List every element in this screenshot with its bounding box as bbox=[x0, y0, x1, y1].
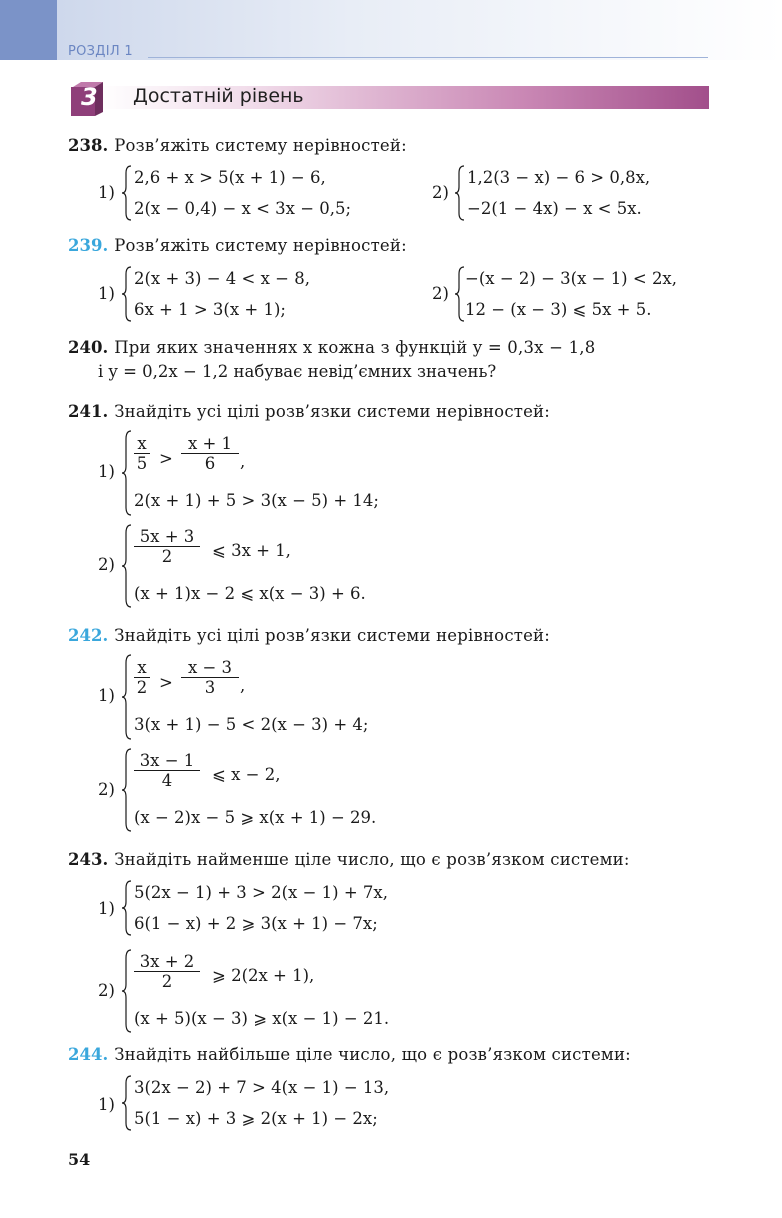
fraction-denominator: 5 bbox=[136, 454, 148, 473]
brace-icon bbox=[121, 748, 133, 832]
brace-icon bbox=[121, 165, 133, 221]
brace-icon bbox=[121, 949, 133, 1033]
problem-number: 241. bbox=[68, 402, 109, 421]
problem-text: При яких значеннях x кожна з функцій y = 0,3x − 1,8 bbox=[114, 338, 596, 357]
system-label: 1) bbox=[98, 284, 115, 303]
problem-text: Знайдіть усі цілі розв’язки системи нерівностей: bbox=[114, 626, 551, 645]
fraction bbox=[134, 434, 150, 473]
problem-text: Розв’яжіть систему нерівностей: bbox=[114, 236, 407, 255]
punctuation: , bbox=[240, 452, 246, 471]
fraction-denominator: 6 bbox=[204, 454, 216, 473]
inequality: 3(2x − 2) + 7 > 4(x − 1) − 13, bbox=[134, 1078, 390, 1097]
inequality: 5(1 − x) + 3 ⩾ 2(x + 1) − 2x; bbox=[134, 1109, 378, 1128]
problem-241 bbox=[68, 402, 550, 422]
inequality: 5(2x − 1) + 3 > 2(x − 1) + 7x, bbox=[134, 883, 388, 902]
level-title: Достатній рівень bbox=[133, 85, 304, 107]
inequality: (x − 2)x − 5 ⩾ x(x + 1) − 29. bbox=[134, 808, 377, 827]
problem-242 bbox=[68, 626, 550, 646]
fraction-numerator: x bbox=[137, 658, 147, 677]
fraction-numerator: x − 3 bbox=[187, 658, 233, 677]
fraction-denominator: 2 bbox=[161, 547, 173, 566]
fraction-numerator: 3x − 1 bbox=[139, 751, 195, 770]
brace-icon bbox=[121, 430, 133, 516]
brace-icon bbox=[121, 1075, 133, 1131]
operator: > bbox=[159, 673, 173, 692]
problem-text: Знайдіть найменше ціле число, що є розв’язком системи: bbox=[114, 850, 630, 869]
problem-number: 239. bbox=[68, 236, 109, 255]
problem-244 bbox=[68, 1045, 631, 1065]
brace-icon bbox=[121, 880, 133, 936]
brace-icon bbox=[121, 654, 133, 740]
fraction-numerator: 5x + 3 bbox=[139, 527, 195, 546]
fraction-denominator: 2 bbox=[161, 972, 173, 991]
fraction bbox=[134, 527, 200, 566]
system-label: 2) bbox=[98, 780, 115, 799]
problem-240 bbox=[68, 338, 595, 358]
inequality: 2(x + 3) − 4 < x − 8, bbox=[134, 269, 310, 288]
system-label: 1) bbox=[98, 686, 115, 705]
problem-number: 243. bbox=[68, 850, 109, 869]
inequality: 12 − (x − 3) ⩽ 5x + 5. bbox=[465, 300, 652, 319]
system-label: 1) bbox=[98, 183, 115, 202]
header-color-block bbox=[0, 0, 57, 60]
problem-number: 238. bbox=[68, 136, 109, 155]
inequality: 2(x − 0,4) − x < 3x − 0,5; bbox=[134, 199, 352, 218]
system-label: 2) bbox=[432, 183, 449, 202]
problem-number: 244. bbox=[68, 1045, 109, 1064]
inequality: −2(1 − 4x) − x < 5x. bbox=[467, 199, 642, 218]
brace-icon bbox=[121, 524, 133, 608]
fraction-denominator: 3 bbox=[204, 678, 216, 697]
fraction-numerator: x bbox=[137, 434, 147, 453]
inequality: 6(1 − x) + 2 ⩾ 3(x + 1) − 7x; bbox=[134, 914, 378, 933]
problem-239 bbox=[68, 236, 407, 256]
fraction-denominator: 2 bbox=[136, 678, 148, 697]
system-label: 2) bbox=[98, 981, 115, 1000]
problem-243 bbox=[68, 850, 630, 870]
inequality: 2(x + 1) + 5 > 3(x − 5) + 14; bbox=[134, 491, 379, 510]
section-label: РОЗДІЛ 1 bbox=[68, 44, 133, 59]
problem-number: 240. bbox=[68, 338, 109, 357]
fraction bbox=[134, 658, 150, 697]
inequality: ⩽ 3x + 1, bbox=[212, 541, 291, 560]
inequality: (x + 5)(x − 3) ⩾ x(x − 1) − 21. bbox=[134, 1009, 390, 1028]
problem-text-continued: і y = 0,2x − 1,2 набуває невід’ємних значень? bbox=[98, 362, 497, 381]
inequality: ⩾ 2(2x + 1), bbox=[212, 966, 315, 985]
inequality: 2,6 + x > 5(x + 1) − 6, bbox=[134, 168, 326, 187]
fraction bbox=[181, 434, 239, 473]
brace-icon bbox=[121, 266, 133, 322]
system-label: 1) bbox=[98, 462, 115, 481]
page-number: 54 bbox=[68, 1150, 91, 1169]
punctuation: , bbox=[240, 676, 246, 695]
problem-text: Знайдіть усі цілі розв’язки системи нерівностей: bbox=[114, 402, 551, 421]
fraction-numerator: 3x + 2 bbox=[139, 952, 195, 971]
inequality: 6x + 1 > 3(x + 1); bbox=[134, 300, 286, 319]
brace-icon bbox=[454, 165, 466, 221]
fraction-denominator: 4 bbox=[161, 771, 173, 790]
inequality: 1,2(3 − x) − 6 > 0,8x, bbox=[467, 168, 651, 187]
problem-text: Розв’яжіть систему нерівностей: bbox=[114, 136, 407, 155]
system-label: 1) bbox=[98, 1095, 115, 1114]
inequality: (x + 1)x − 2 ⩽ x(x − 3) + 6. bbox=[134, 584, 366, 603]
fraction bbox=[134, 952, 200, 991]
level-number: 3 bbox=[81, 83, 98, 111]
section-rule bbox=[148, 57, 708, 58]
fraction bbox=[134, 751, 200, 790]
inequality: 3(x + 1) − 5 < 2(x − 3) + 4; bbox=[134, 715, 369, 734]
system-label: 2) bbox=[432, 284, 449, 303]
inequality: ⩽ x − 2, bbox=[212, 765, 281, 784]
fraction-numerator: x + 1 bbox=[187, 434, 233, 453]
fraction bbox=[181, 658, 239, 697]
inequality: −(x − 2) − 3(x − 1) < 2x, bbox=[465, 269, 677, 288]
operator: > bbox=[159, 449, 173, 468]
problem-number: 242. bbox=[68, 626, 109, 645]
system-label: 1) bbox=[98, 899, 115, 918]
problem-text: Знайдіть найбільше ціле число, що є розв’язком системи: bbox=[114, 1045, 631, 1064]
system-label: 2) bbox=[98, 555, 115, 574]
problem-238 bbox=[68, 136, 407, 156]
